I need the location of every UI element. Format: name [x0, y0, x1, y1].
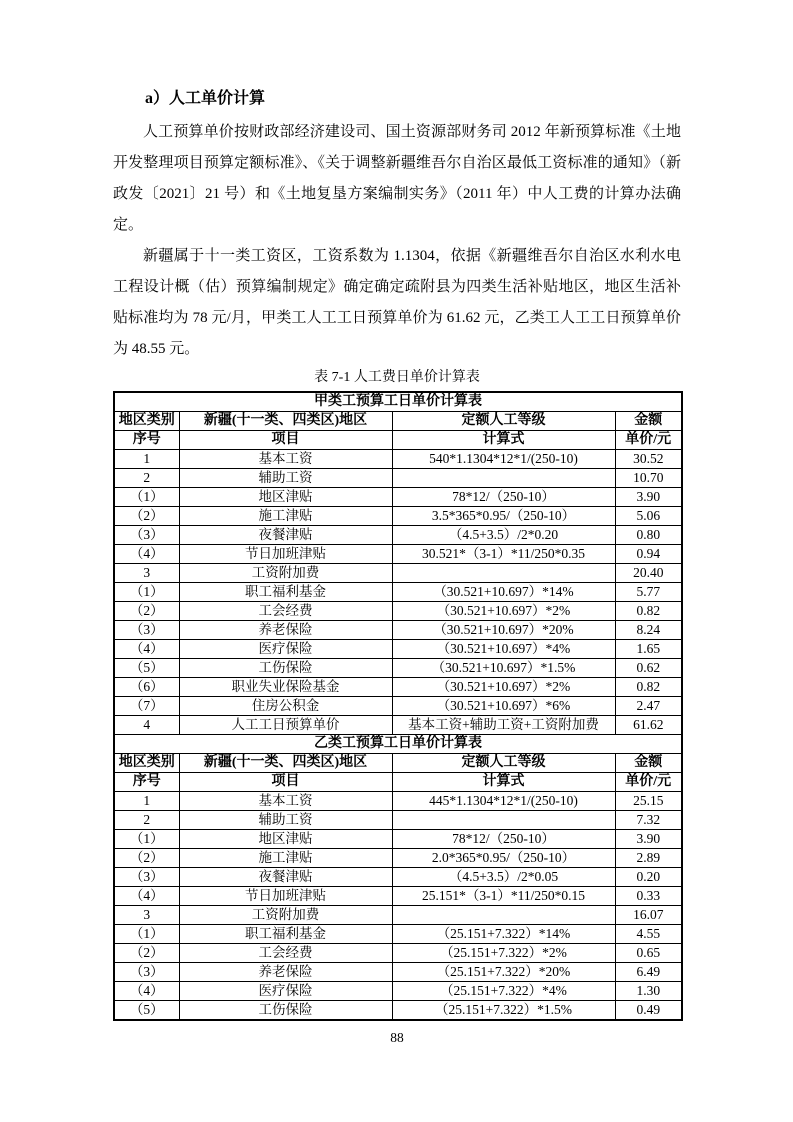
table-cell: 工会经费: [179, 602, 392, 621]
table-cell: 61.62: [615, 716, 682, 735]
table-cell: 医疗保险: [179, 640, 392, 659]
table-cell: （5）: [114, 659, 179, 678]
table-cell: 基本工资: [179, 450, 392, 469]
table-cell: （2）: [114, 507, 179, 526]
table-cell: 3.90: [615, 488, 682, 507]
table-cell: 新疆(十一类、四类区)地区: [179, 754, 392, 773]
table-cell: 6.49: [615, 963, 682, 982]
table-cell: 甲类工预算工日单价计算表: [114, 392, 682, 412]
table-cell: 施工津贴: [179, 507, 392, 526]
section-title-row: [114, 392, 682, 412]
table-cell: 0.20: [615, 868, 682, 887]
data-row: [114, 906, 682, 925]
table-cell: （3）: [114, 621, 179, 640]
data-row: [114, 545, 682, 564]
data-row: [114, 887, 682, 906]
table-cell: [392, 906, 615, 925]
table-cell: （5）: [114, 1001, 179, 1021]
table-cell: 0.80: [615, 526, 682, 545]
table-cell: [392, 564, 615, 583]
table-cell: 工伤保险: [179, 659, 392, 678]
table-cell: 定额人工等级: [392, 754, 615, 773]
table-cell: 地区津贴: [179, 830, 392, 849]
table-cell: 医疗保险: [179, 982, 392, 1001]
table-cell: 计算式: [392, 773, 615, 792]
table-cell: 2: [114, 469, 179, 488]
table-cell: 养老保险: [179, 621, 392, 640]
table-cell: 2.47: [615, 697, 682, 716]
table-cell: 节日加班津贴: [179, 887, 392, 906]
data-row: [114, 868, 682, 887]
table-cell: 住房公积金: [179, 697, 392, 716]
table-cell: （4）: [114, 887, 179, 906]
data-row: [114, 564, 682, 583]
table-cell: 1: [114, 792, 179, 811]
table-cell: （25.151+7.322）*14%: [392, 925, 615, 944]
data-row: [114, 1001, 682, 1021]
table-cell: 25.151*（3-1）*11/250*0.15: [392, 887, 615, 906]
table-cell: 7.32: [615, 811, 682, 830]
table-cell: 20.40: [615, 564, 682, 583]
table-cell: 地区类别: [114, 412, 179, 431]
table-cell: 人工工日预算单价: [179, 716, 392, 735]
data-row: [114, 792, 682, 811]
table-cell: 工会经费: [179, 944, 392, 963]
table-cell: （30.521+10.697）*1.5%: [392, 659, 615, 678]
table-cell: 3.90: [615, 830, 682, 849]
table-cell: 项目: [179, 773, 392, 792]
table-cell: 4: [114, 716, 179, 735]
data-row: [114, 944, 682, 963]
table-cell: （25.151+7.322）*20%: [392, 963, 615, 982]
table-cell: （2）: [114, 849, 179, 868]
table-cell: 2.0*365*0.95/（250-10）: [392, 849, 615, 868]
table-cell: 445*1.1304*12*1/(250-10): [392, 792, 615, 811]
table-cell: 0.62: [615, 659, 682, 678]
table-cell: 职业失业保险基金: [179, 678, 392, 697]
data-row: [114, 602, 682, 621]
table-cell: 计算式: [392, 431, 615, 450]
table-cell: （2）: [114, 602, 179, 621]
table-cell: 辅助工资: [179, 811, 392, 830]
table-cell: 10.70: [615, 469, 682, 488]
table-cell: 施工津贴: [179, 849, 392, 868]
data-row: [114, 830, 682, 849]
data-row: [114, 697, 682, 716]
table-cell: 金额: [615, 412, 682, 431]
table-cell: 0.94: [615, 545, 682, 564]
table-cell: （6）: [114, 678, 179, 697]
table-cell: （3）: [114, 963, 179, 982]
table-cell: （4）: [114, 982, 179, 1001]
table-cell: 地区津贴: [179, 488, 392, 507]
table-cell: （30.521+10.697）*20%: [392, 621, 615, 640]
table-cell: （3）: [114, 868, 179, 887]
table-cell: （25.151+7.322）*2%: [392, 944, 615, 963]
body-paragraph-1: 人工预算单价按财政部经济建设司、国土资源部财务司 2012 年新预算标准《土地开发整理项目预算定额标准》、《关于调整新疆维吾尔自治区最低工资标准的通知》（新政发〔2021〕21 号）和《土地复垦方案编制实务》（2011 年）中人工费的计算办法确定。: [113, 124, 681, 233]
data-row: [114, 507, 682, 526]
table-cell: 1.65: [615, 640, 682, 659]
wage-table-body: [114, 392, 682, 1020]
table-cell: 0.82: [615, 602, 682, 621]
section-title-row: [114, 735, 682, 754]
table-cell: 地区类别: [114, 754, 179, 773]
data-row: [114, 811, 682, 830]
data-row: [114, 621, 682, 640]
table-cell: 25.15: [615, 792, 682, 811]
table-cell: （4）: [114, 545, 179, 564]
table-cell: （1）: [114, 830, 179, 849]
table-cell: 金额: [615, 754, 682, 773]
body-paragraph-2: 新疆属于十一类工资区，工资系数为 1.1304，依据《新疆维吾尔自治区水利水电工程设计概（估）预算编制规定》确定确定疏附县为四类生活补贴地区，地区生活补贴标准均为 78 元/月，甲类工人工工日预算单价为 61.62 元，乙类工人工工日预算单价为 48.55 元。: [113, 248, 681, 357]
data-row: [114, 469, 682, 488]
table-cell: [392, 811, 615, 830]
table-cell: 工资附加费: [179, 906, 392, 925]
table-cell: 16.07: [615, 906, 682, 925]
table-cell: （30.521+10.697）*4%: [392, 640, 615, 659]
table-cell: 职工福利基金: [179, 925, 392, 944]
table-cell: 职工福利基金: [179, 583, 392, 602]
table-cell: 夜餐津贴: [179, 868, 392, 887]
table-cell: 节日加班津贴: [179, 545, 392, 564]
table-cell: （1）: [114, 488, 179, 507]
table-cell: 2: [114, 811, 179, 830]
table-cell: （1）: [114, 583, 179, 602]
table-cell: 0.82: [615, 678, 682, 697]
table-cell: [392, 469, 615, 488]
table-cell: （2）: [114, 944, 179, 963]
data-row: [114, 716, 682, 735]
table-cell: 3: [114, 906, 179, 925]
data-row: [114, 450, 682, 469]
table-cell: （25.151+7.322）*1.5%: [392, 1001, 615, 1021]
table-cell: （1）: [114, 925, 179, 944]
data-row: [114, 526, 682, 545]
wage-table: [113, 391, 683, 1021]
table-cell: （4）: [114, 640, 179, 659]
header-row: [114, 773, 682, 792]
data-row: [114, 925, 682, 944]
table-cell: 1.30: [615, 982, 682, 1001]
data-row: [114, 982, 682, 1001]
data-row: [114, 583, 682, 602]
table-cell: 乙类工预算工日单价计算表: [114, 735, 682, 754]
table-cell: 工伤保险: [179, 1001, 392, 1021]
table-cell: 3.5*365*0.95/（250-10）: [392, 507, 615, 526]
table-cell: （7）: [114, 697, 179, 716]
table-cell: （30.521+10.697）*6%: [392, 697, 615, 716]
table-cell: 540*1.1304*12*1/(250-10): [392, 450, 615, 469]
table-cell: 基本工资: [179, 792, 392, 811]
page-number: 88: [390, 1030, 404, 1045]
table-cell: 8.24: [615, 621, 682, 640]
table-cell: 单价/元: [615, 431, 682, 450]
table-cell: 项目: [179, 431, 392, 450]
table-cell: 5.06: [615, 507, 682, 526]
table-cell: 0.65: [615, 944, 682, 963]
table-cell: 0.33: [615, 887, 682, 906]
table-cell: （25.151+7.322）*4%: [392, 982, 615, 1001]
table-cell: 78*12/（250-10）: [392, 488, 615, 507]
table-cell: 辅助工资: [179, 469, 392, 488]
table-cell: 夜餐津贴: [179, 526, 392, 545]
table-cell: （30.521+10.697）*2%: [392, 678, 615, 697]
table-cell: 养老保险: [179, 963, 392, 982]
data-row: [114, 963, 682, 982]
section-heading: a）人工单价计算: [145, 90, 266, 107]
data-row: [114, 849, 682, 868]
table-cell: 78*12/（250-10）: [392, 830, 615, 849]
table-cell: 5.77: [615, 583, 682, 602]
data-row: [114, 488, 682, 507]
table-cell: 新疆(十一类、四类区)地区: [179, 412, 392, 431]
header-row: [114, 431, 682, 450]
data-row: [114, 659, 682, 678]
table-cell: 工资附加费: [179, 564, 392, 583]
table-cell: 序号: [114, 431, 179, 450]
table-caption: 表 7-1 人工费日单价计算表: [314, 370, 480, 385]
table-cell: 2.89: [615, 849, 682, 868]
header-row: [114, 754, 682, 773]
table-cell: 0.49: [615, 1001, 682, 1021]
table-cell: （4.5+3.5）/2*0.20: [392, 526, 615, 545]
table-cell: 序号: [114, 773, 179, 792]
table-cell: 基本工资+辅助工资+工资附加费: [392, 716, 615, 735]
table-cell: （30.521+10.697）*2%: [392, 602, 615, 621]
table-cell: （30.521+10.697）*14%: [392, 583, 615, 602]
table-cell: 3: [114, 564, 179, 583]
header-row: [114, 412, 682, 431]
table-cell: 单价/元: [615, 773, 682, 792]
table-cell: 定额人工等级: [392, 412, 615, 431]
table-cell: 1: [114, 450, 179, 469]
table-cell: 30.521*（3-1）*11/250*0.35: [392, 545, 615, 564]
table-cell: 30.52: [615, 450, 682, 469]
data-row: [114, 678, 682, 697]
table-cell: （4.5+3.5）/2*0.05: [392, 868, 615, 887]
data-row: [114, 640, 682, 659]
table-cell: （3）: [114, 526, 179, 545]
table-cell: 4.55: [615, 925, 682, 944]
